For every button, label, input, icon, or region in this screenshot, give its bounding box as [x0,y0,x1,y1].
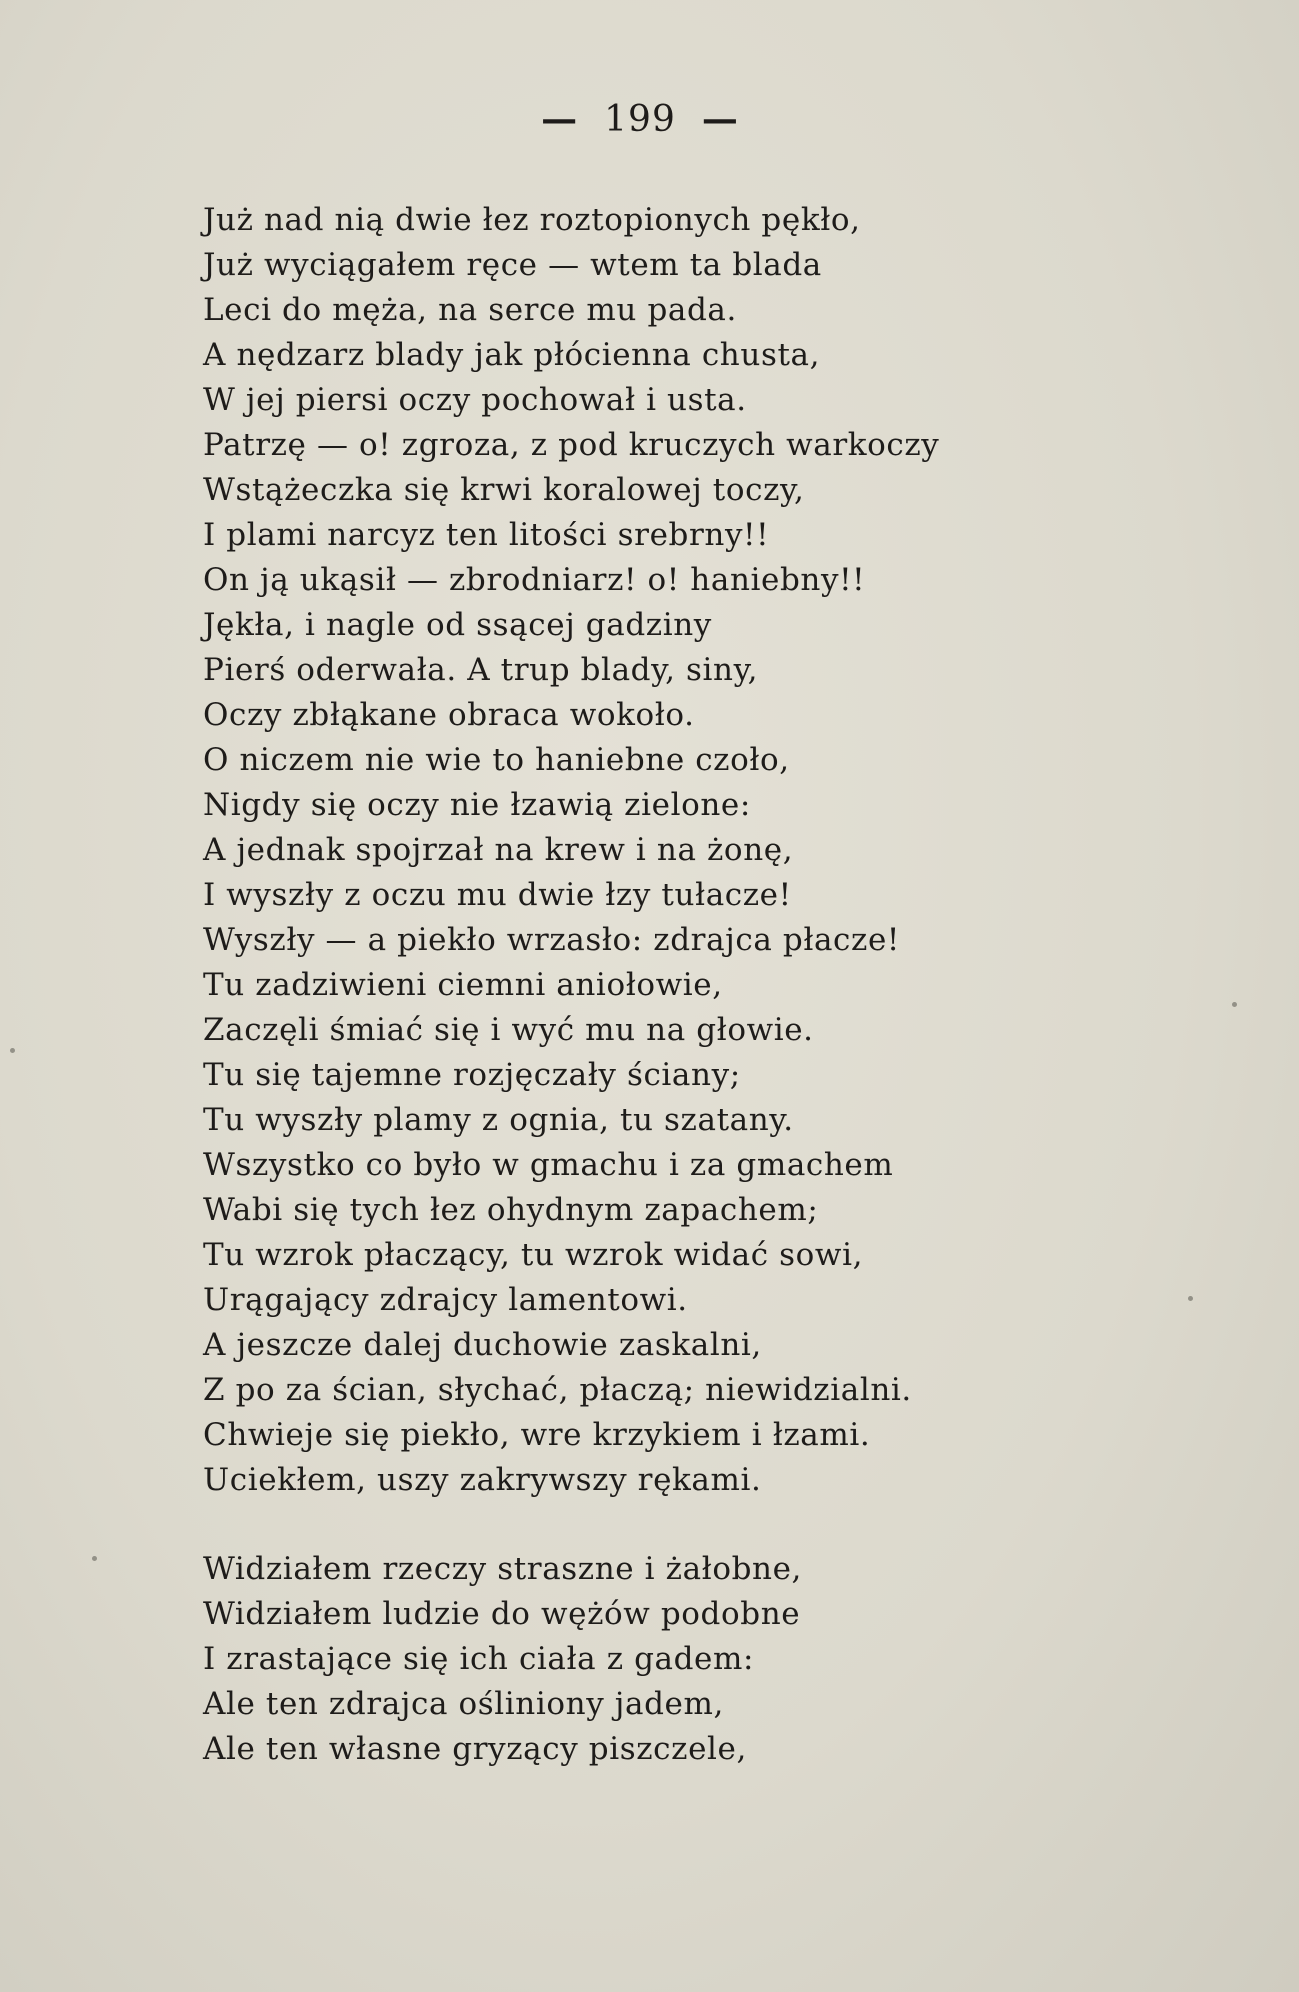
poem-line: Chwieje się piekło, wre krzykiem i łzami. [203,1417,871,1453]
paper-speck [92,1556,97,1561]
page-number-header [0,98,1280,140]
poem-line: On ją ukąsił — zbrodniarz! o! haniebny!! [203,562,866,598]
poem-line: Już nad nią dwie łez roztopionych pękło, [203,202,861,238]
poem-line: A nędzarz blady jak płócienna chusta, [203,337,821,373]
page-number: 199 [604,99,676,140]
poem-line: I wyszły z oczu mu dwie łzy tułacze! [203,877,792,913]
poem-line: Ale ten zdrajca ośliniony jadem, [203,1686,724,1722]
paper-speck [1232,1002,1237,1007]
poem-line: Widziałem rzeczy straszne i żałobne, [203,1551,802,1587]
poem-line: Patrzę — o! zgroza, z pod kruczych warkoczy [203,427,940,463]
poem-line: I plami narcyz ten litości srebrny!! [203,517,770,553]
poem-line: Wyszły — a piekło wrzasło: zdrajca płacze! [203,922,900,958]
poem-line: Uciekłem, uszy zakrywszy rękami. [203,1462,762,1498]
poem-line: O niczem nie wie to haniebne czoło, [203,742,790,778]
poem-line: Urągający zdrajcy lamentowi. [203,1282,688,1318]
poem-line: Tu wyszły plamy z ognia, tu szatany. [203,1102,794,1138]
poem-line: I zrastające się ich ciała z gadem: [203,1641,755,1677]
poem-line: Ale ten własne gryzący piszczele, [203,1731,747,1767]
poem-line: Tu zadziwieni ciemni aniołowie, [203,967,723,1003]
poem-line: W jej piersi oczy pochował i usta. [203,382,747,418]
paper-speck [1188,1296,1193,1301]
poem-line: Zaczęli śmiać się i wyć mu na głowie. [203,1012,814,1048]
poem-line: Wstążeczka się krwi koralowej toczy, [203,472,805,508]
poem-line: Oczy zbłąkane obraca wokoło. [203,697,695,733]
poem-line: Z po za ścian, słychać, płaczą; niewidzialni. [203,1372,912,1408]
poem-line: Wszystko co było w gmachu i za gmachem [203,1147,894,1183]
poem-line: Leci do męża, na serce mu pada. [203,292,737,328]
paper-speck [10,1048,15,1053]
poem-line: Już wyciągałem ręce — wtem ta blada [203,247,822,283]
poem-line: Pierś oderwała. A trup blady, siny, [203,652,759,688]
stanza [203,1547,1263,1772]
dash-right: — [701,98,739,140]
poem-line: Widziałem ludzie do wężów podobne [203,1596,801,1632]
poem-line: Jękła, i nagle od ssącej gadziny [203,607,712,643]
poem-line: Nigdy się oczy nie łzawią zielone: [203,787,751,823]
stanza [203,198,1263,1503]
poem-line: A jeszcze dalej duchowie zaskalni, [203,1327,762,1363]
poem-line: A jednak spojrzał na krew i na żonę, [203,832,794,868]
poem-line: Tu się tajemne rozjęczały ściany; [203,1057,741,1093]
poem-line: Tu wzrok płaczący, tu wzrok widać sowi, [203,1237,864,1273]
poem-text [203,198,1263,1772]
poem-line: Wabi się tych łez ohydnym zapachem; [203,1192,819,1228]
dash-left: — [541,98,579,140]
